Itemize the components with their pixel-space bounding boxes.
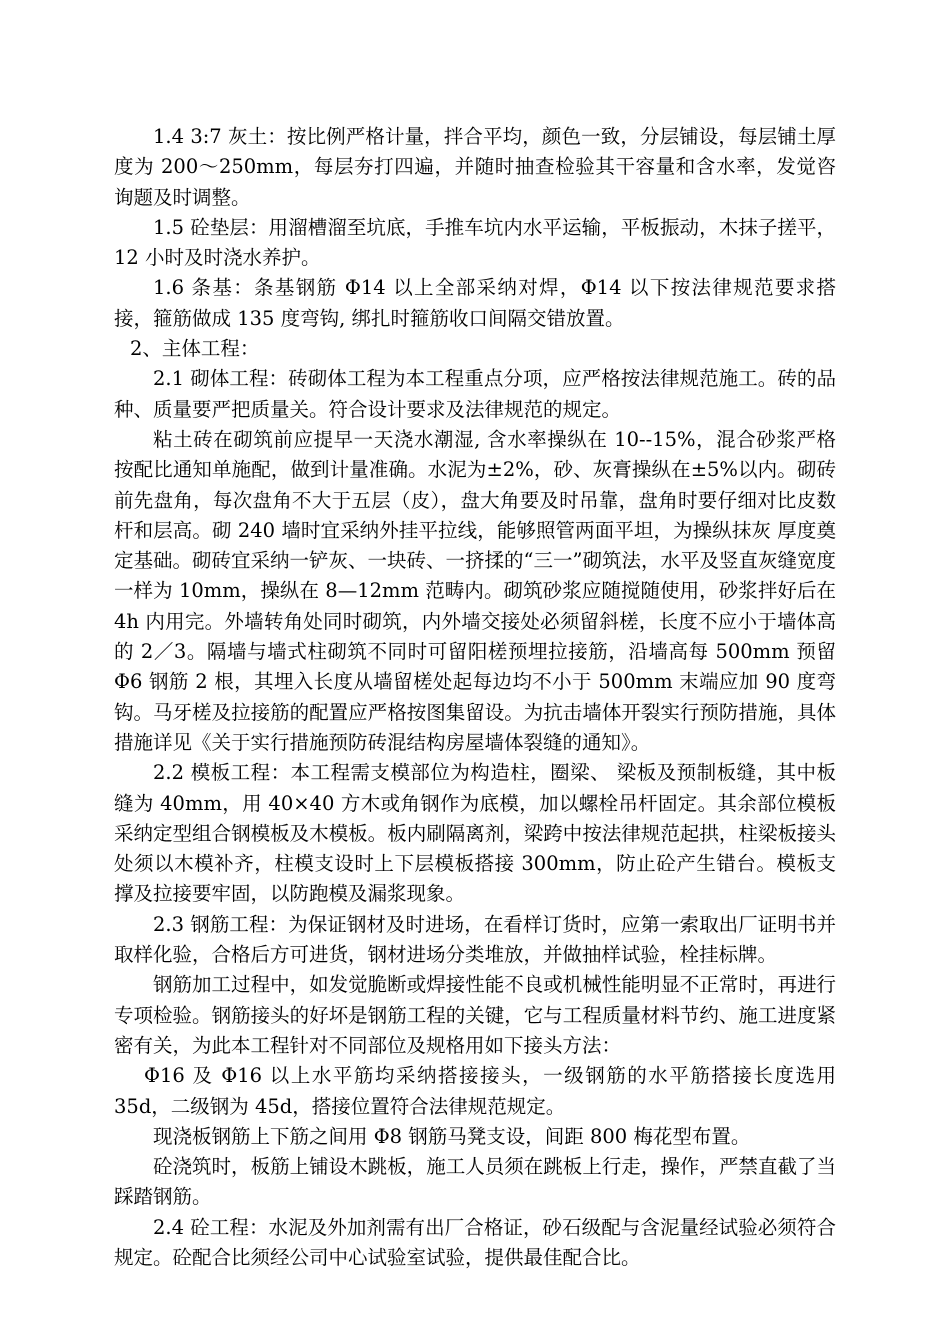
paragraph-brick-details: 粘土砖在砌筑前应提早一天浇水潮湿, 含水率操纵在 10--15%，混合砂浆严格按配比通知单施配，做到计量准确。水泥为±2%，砂、灰膏操纵在±5%以内。砌砖前先盘角，每次盘角不大于五层（皮），盘大角要及时吊靠，盘角时要仔细对比皮数杆和层高。砌 240 墙时宜采纳外挂平拉线，能够照管两面平坦，为操纵抹灰 厚度奠定基础。砌砖宜采纳一铲灰、一块砖、一挤揉的“三一”砌筑法，水平及竖直灰缝宽度一样为 10mm，操纵在 8—12mm 范畴内。砌筑砂浆应随搅随使用，砂浆拌好后在 4h 内用完。外墙转角处同时砌筑，内外墙交接处必须留斜槎，长度不应小于墙体高的 2／3。隔墙与墙式柱砌筑不同时可留阳槎预埋拉接筋，沿墙高每 500mm 预留 Φ6 钢筋 2 根，其埋入长度从墙留槎处起每边均不小于 500mm 末端应加 90 度弯钩。马牙槎及拉接筋的配置应严格按图集留设。为抗击墙体开裂实行预防措施，具体措施详见《关于实行措施预防砖混结构房屋墙体裂缝的通知》。 [114,427,836,754]
paragraph-walkway: 砼浇筑时，板筋上铺设木跳板，施工人员须在跳板上行走，操作，严禁直截了当踩踏钢筋。 [114,1155,836,1209]
paragraph-2-1: 2.1 砌体工程：砖砌体工程为本工程重点分项，应严格按法律规范施工。砖的品种、质量要严把质量关。符合设计要求及法律规范的规定。 [114,367,836,421]
paragraph-1-6: 1.6 条基：条基钢筋 Φ14 以上全部采纳对焊，Φ14 以下按法律规范要求搭接，箍筋做成 135 度弯钩, 绑扎时箍筋收口间隔交错放置。 [114,276,836,330]
paragraph-rebar-processing: 钢筋加工过程中，如发觉脆断或焊接性能不良或机械性能明显不正常时，再进行专项检验。钢筋接头的好坏是钢筋工程的关键，它与工程质量材料节约、施工进度紧密有关，为此本工程针对不同部位及规格用如下接头方法： [114,973,836,1057]
document-body [114,122,836,1273]
paragraph-rebar-splice: Φ16 及 Φ16 以上水平筋均采纳搭接接头，一级钢筋的水平筋搭接长度选用 35d，二级钢为 45d，搭接位置符合法律规范规定。 [114,1064,836,1118]
paragraph-2-3: 2.3 钢筋工程：为保证钢材及时进场，在看样订货时，应第一索取出厂证明书并取样化验，合格后方可进货，钢材进场分类堆放，并做抽样试验，栓挂标牌。 [114,912,836,967]
paragraph-2-4: 2.4 砼工程：水泥及外加剂需有出厂合格证，砂石级配与含泥量经试验必须符合规定。砼配合比须经公司中心试验室试验，提供最佳配合比。 [114,1215,836,1269]
paragraph-1-4: 1.4 3:7 灰土：按比例严格计量，拌合平均，颜色一致，分层铺设，每层铺土厚度为 200～250mm，每层夯打四遍，并随时抽查检验其干容量和含水率，发觉咨询题及时调整。 [114,125,836,209]
paragraph-rebar-chair: 现浇板钢筋上下筋之间用 Φ8 钢筋马凳支设，间距 800 梅花型布置。 [153,1124,751,1148]
section-heading-2: 2、主体工程： [130,337,260,361]
paragraph-2-2: 2.2 模板工程：本工程需支模部位为构造柱，圈梁、 梁板及预制板缝，其中板缝为 40mm，用 40×40 方木或角钢作为底模，加以螺栓吊杆固定。其余部位模板采纳定型组合钢模板及木模板。板内刷隔离剂，梁跨中按法律规范起拱，柱梁板接头处须以木模补齐，柱模支设时上下层模板搭接 300mm，防止砼产生错台。模板支撑及拉接要牢固，以防跑模及漏浆现象。 [114,761,836,906]
paragraph-1-5: 1.5 砼垫层：用溜槽溜至坑底，手推车坑内水平运输，平板振动，木抹子搓平，12 小时及时浇水养护。 [114,215,836,270]
